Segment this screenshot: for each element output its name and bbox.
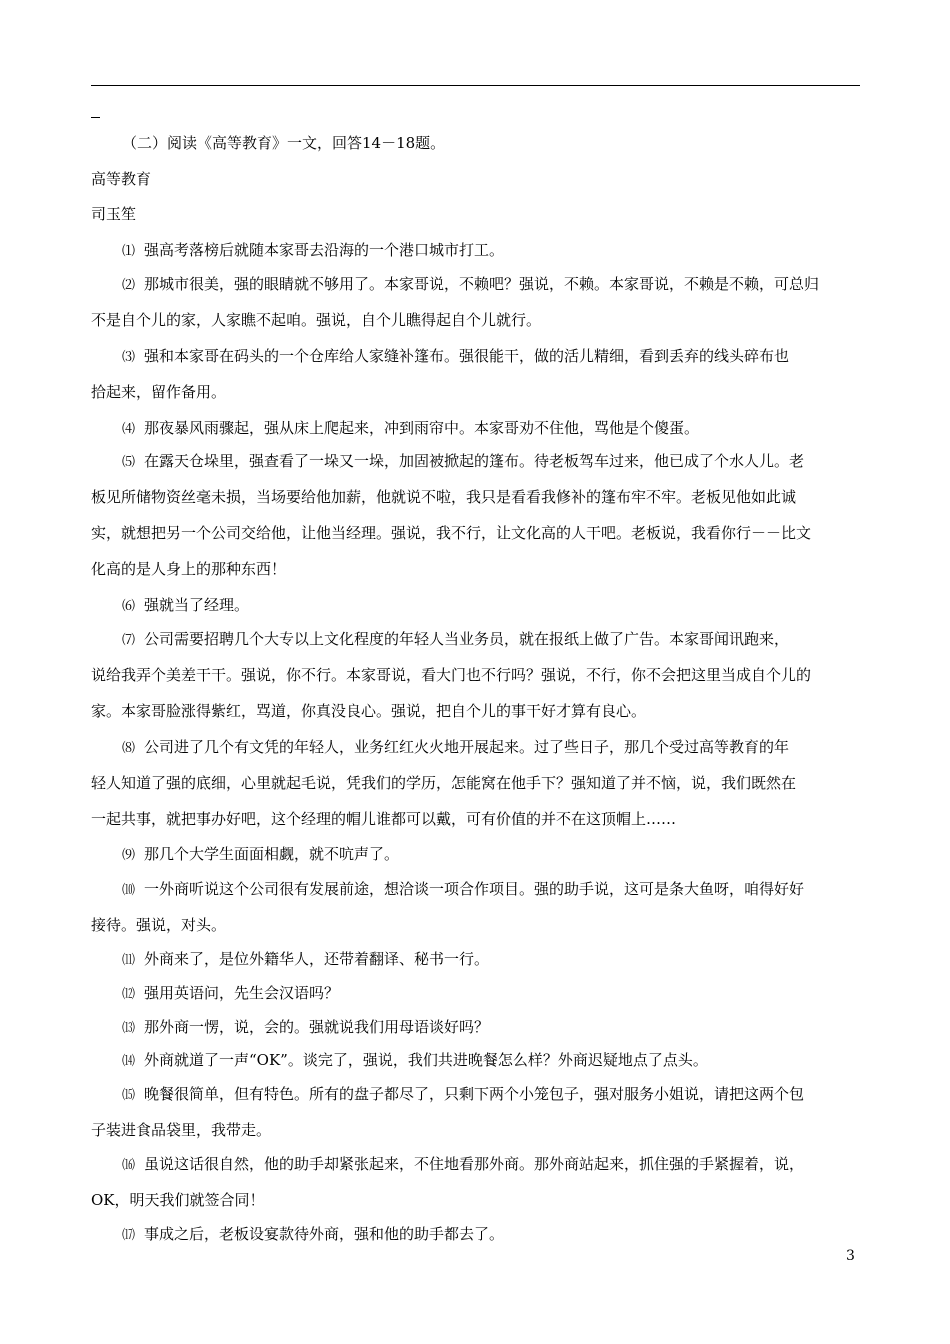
paragraph-number: ⑹ (122, 599, 136, 614)
paragraph-text: 说给我弄个美差干干。强说，你不行。本家哥说，看大门也不行吗？强说，不行，你不会把这里当成自个儿的 (91, 666, 812, 684)
paragraph-line (91, 878, 804, 899)
section-intro: （二）阅读《高等教育》一文，回答14－18题。 (122, 134, 446, 152)
paragraph-line (91, 381, 226, 402)
paragraph-line (91, 1049, 708, 1070)
paragraph-text: 强高考落榜后就随本家哥去沿海的一个港口城市打工。 (144, 241, 505, 259)
paragraph-text: 那夜暴风雨骤起，强从床上爬起来，冲到雨帘中。本家哥劝不住他，骂他是个傻蛋。 (144, 419, 700, 437)
paragraph-text: 家。本家哥脸涨得紫红，骂道，你真没良心。强说，把自个儿的事干好才算有良心。 (91, 702, 647, 720)
paragraph-line (91, 772, 796, 793)
paragraph-number: ⑻ (122, 741, 136, 756)
paragraph-text: 板见所储物资丝毫未损，当场要给他加薪，他就说不啦，我只是看看我修补的篷布牢不牢。老板见他如此诚 (91, 488, 797, 506)
paragraph-text: 强用英语问，先生会汉语吗？ (144, 984, 340, 1002)
paragraph-line (91, 1189, 265, 1210)
paragraph-number: ⑺ (122, 633, 136, 648)
paragraph-text: 晚餐很简单，但有特色。所有的盘子都尽了，只剩下两个小笼包子，强对服务小姐说，请把这两个包 (144, 1085, 805, 1103)
article-title: 高等教育 (91, 170, 152, 188)
paragraph-line (91, 664, 811, 685)
stray-dash (91, 117, 100, 118)
paragraph-text: 那外商一愣，说，会的。强就说我们用母语谈好吗？ (144, 1018, 490, 1036)
page-number: 3 (846, 1248, 855, 1264)
paragraph-text: 外商来了，是位外籍华人，还带着翻译、秘书一行。 (144, 950, 490, 968)
paragraph-text: 在露天仓垛里，强查看了一垛又一垛，加固被掀起的篷布。待老板驾车过来，他已成了个水人儿。老 (144, 452, 805, 470)
paragraph-number: ⑾ (122, 953, 136, 968)
paragraph-number: ⑽ (122, 883, 136, 898)
paragraph-text: 一起共事，就把事办好吧，这个经理的帽儿谁都可以戴，可有价值的并不在这顶帽上…… (91, 810, 677, 828)
paragraph-text: 公司需要招聘几个大专以上文化程度的年轻人当业务员，就在报纸上做了广告。本家哥闻讯跑来， (144, 630, 790, 648)
paragraph-line (91, 948, 489, 969)
paragraph-text: 实，就想把另一个公司交给他，让他当经理。强说，我不行，让文化高的人干吧。老板说，我看你行－－比文 (91, 524, 812, 542)
paragraph-text: 接待。强说，对头。 (91, 916, 227, 934)
paragraph-line (91, 558, 286, 579)
paragraph-line (91, 273, 819, 294)
paragraph-text: 那城市很美，强的眼睛就不够用了。本家哥说，不赖吧？强说，不赖。本家哥说，不赖是不赖，可总归 (144, 275, 820, 293)
paragraph-text: 化高的是人身上的那种东西！ (91, 560, 287, 578)
paragraph-text: 虽说这话很自然，他的助手却紧张起来，不住地看那外商。那外商站起来，抓住强的手紧握着，说， (144, 1155, 805, 1173)
paragraph-number: ⑷ (122, 422, 136, 437)
paragraph-line (91, 736, 789, 757)
paragraph-line (91, 239, 504, 260)
paragraph-line (91, 417, 699, 438)
paragraph-text: 强和本家哥在码头的一个仓库给人家缝补篷布。强很能干，做的活儿精细，看到丢弃的线头碎布也 (144, 347, 790, 365)
paragraph-number: ⑸ (122, 455, 136, 470)
paragraph-text: 强就当了经理。 (144, 596, 250, 614)
paragraph-text: 公司进了几个有文凭的年轻人，业务红红火火地开展起来。过了些日子，那几个受过高等教育的年 (144, 738, 790, 756)
paragraph-line (91, 808, 676, 829)
paragraph-line (91, 1119, 271, 1140)
paragraph-number: ⑵ (122, 278, 136, 293)
paragraph-number: ⑼ (122, 848, 136, 863)
paragraph-text: 子装进食品袋里，我带走。 (91, 1121, 272, 1139)
paragraph-number: ⒀ (122, 1021, 136, 1036)
paragraph-line (91, 345, 789, 366)
paragraph-line (91, 628, 789, 649)
article-author: 司玉笙 (91, 205, 137, 223)
paragraph-line (91, 1016, 489, 1037)
paragraph-line (91, 309, 541, 330)
paragraph-number: ⑶ (122, 350, 136, 365)
header-rule (91, 85, 860, 86)
paragraph-line (91, 982, 339, 1003)
paragraph-text: 轻人知道了强的底细，心里就起毛说，凭我们的学历，怎能窝在他手下？强知道了并不恼，说，我们既然在 (91, 774, 797, 792)
paragraph-line (91, 1153, 804, 1174)
paragraph-line (91, 594, 249, 615)
paragraph-text: 事成之后，老板设宴款待外商，强和他的助手都去了。 (144, 1225, 505, 1243)
paragraph-line (91, 522, 811, 543)
paragraph-line (91, 486, 796, 507)
paragraph-text: 外商就道了一声“OK”。谈完了，强说，我们共进晚餐怎么样？外商迟疑地点了点头。 (144, 1051, 708, 1069)
paragraph-text: 一外商听说这个公司很有发展前途，想洽谈一项合作项目。强的助手说，这可是条大鱼呀，咱得好好 (144, 880, 805, 898)
paragraph-text: 拾起来，留作备用。 (91, 383, 227, 401)
paragraph-line (91, 450, 804, 471)
paragraph-text: OK，明天我们就签合同！ (91, 1191, 265, 1209)
paragraph-line (91, 843, 399, 864)
paragraph-number: ⑿ (122, 987, 136, 1002)
paragraph-line (91, 1223, 504, 1244)
paragraph-number: ⒂ (122, 1088, 136, 1103)
paragraph-number: ⑴ (122, 244, 136, 259)
paragraph-line (91, 914, 226, 935)
paragraph-line (91, 1083, 804, 1104)
paragraph-text: 那几个大学生面面相觑，就不吭声了。 (144, 845, 400, 863)
paragraph-number: ⒄ (122, 1228, 136, 1243)
paragraph-text: 不是自个儿的家，人家瞧不起咱。强说，自个儿瞧得起自个儿就行。 (91, 311, 542, 329)
paragraph-line (91, 700, 646, 721)
paragraph-number: ⒁ (122, 1054, 136, 1069)
paragraph-number: ⒃ (122, 1158, 136, 1173)
